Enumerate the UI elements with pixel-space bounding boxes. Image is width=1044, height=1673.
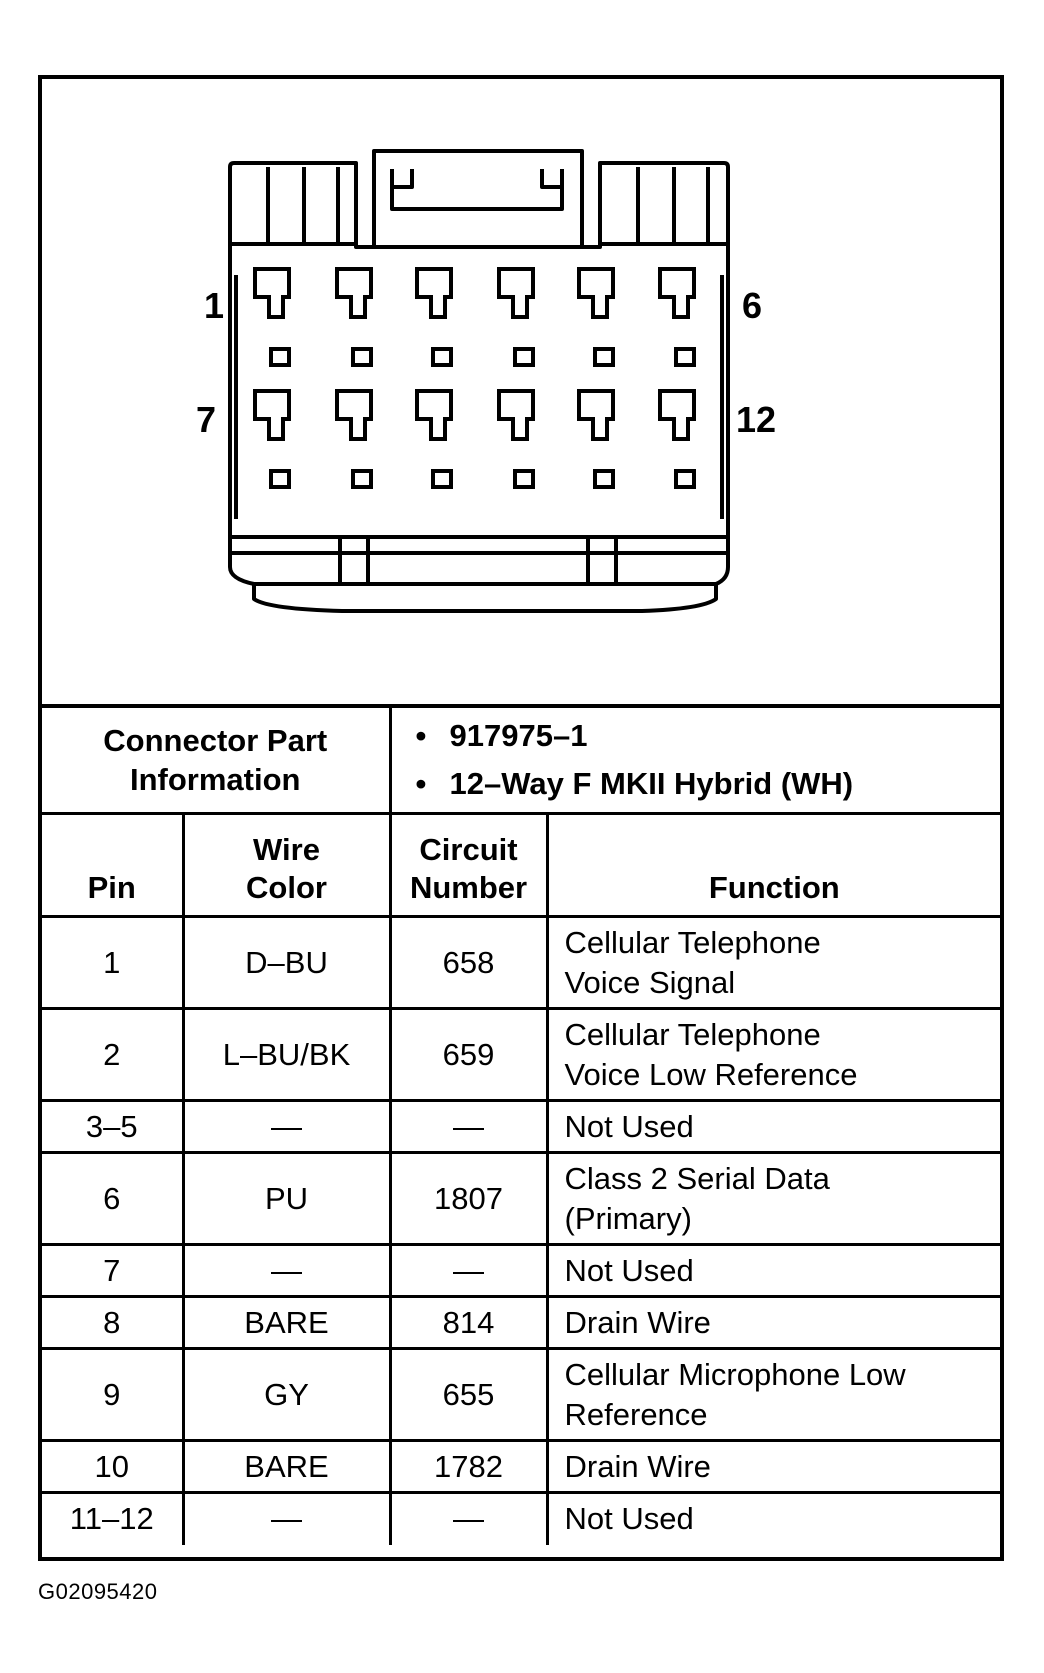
part-number: • 917975–1 — [450, 712, 1001, 760]
connector-frame — [38, 75, 1004, 1561]
terminal-cavity — [337, 391, 371, 439]
terminal-cavity — [660, 391, 694, 439]
wire-color-cell: PU — [183, 1153, 390, 1245]
terminal-cavity — [417, 269, 451, 317]
lock-window — [271, 349, 289, 365]
function-cell — [547, 917, 1000, 1009]
pin-column-header: Pin — [42, 814, 183, 917]
table-row — [42, 1245, 1000, 1297]
circuit-number-column-header: Circuit Number — [390, 814, 547, 917]
table-row — [42, 1441, 1000, 1493]
function-line: Drain Wire — [564, 1448, 711, 1484]
function-cell — [547, 1153, 1000, 1245]
circuit-number-cell: 659 — [390, 1009, 547, 1101]
wire-color-column-header: Wire Color — [183, 814, 390, 917]
wire-color-cell: L–BU/BK — [183, 1009, 390, 1101]
function-cell — [547, 1009, 1000, 1101]
table-row — [42, 1297, 1000, 1349]
circuit-number-cell: 1807 — [390, 1153, 547, 1245]
pin-cell: 9 — [42, 1349, 183, 1441]
part-info-row — [42, 706, 1000, 814]
table-row — [42, 1153, 1000, 1245]
wire-color-cell: BARE — [183, 1297, 390, 1349]
terminal-cavity — [255, 269, 289, 317]
function-line: Voice Low Reference — [564, 1056, 858, 1092]
table-row — [42, 917, 1000, 1009]
function-line: Drain Wire — [564, 1304, 711, 1340]
lock-window — [353, 349, 371, 365]
terminal-cavity — [337, 269, 371, 317]
lock-window — [676, 471, 694, 487]
table-row — [42, 1009, 1000, 1101]
function-cell — [547, 1493, 1000, 1545]
terminal-cavity — [417, 391, 451, 439]
connector-diagram — [42, 79, 1000, 704]
function-line: Class 2 Serial Data — [564, 1160, 830, 1196]
function-cell — [547, 1349, 1000, 1441]
figure-id: G02095420 — [38, 1579, 158, 1604]
pin-cell: 6 — [42, 1153, 183, 1245]
pin-label-7: 7 — [196, 399, 217, 440]
pin-cell: 2 — [42, 1009, 183, 1101]
wire-color-cell: — — [183, 1101, 390, 1153]
function-line: Voice Signal — [564, 964, 736, 1000]
pin-label-12: 12 — [736, 399, 777, 440]
function-line: Cellular Microphone Low — [564, 1356, 906, 1392]
part-info-values — [390, 706, 1000, 814]
circuit-number-cell: 1782 — [390, 1441, 547, 1493]
connector-description: • 12–Way F MKII Hybrid (WH) — [450, 760, 1001, 808]
terminal-cavity — [499, 391, 533, 439]
table-row — [42, 1101, 1000, 1153]
lock-window — [595, 349, 613, 365]
lock-window — [271, 471, 289, 487]
terminal-cavity — [255, 391, 289, 439]
function-line: Reference — [564, 1396, 708, 1432]
terminal-cavity — [579, 269, 613, 317]
circuit-number-cell: — — [390, 1101, 547, 1153]
terminal-cavity — [660, 269, 694, 317]
pin-cell: 11–12 — [42, 1493, 183, 1545]
connector-face-drawing — [42, 79, 1000, 704]
function-cell — [547, 1297, 1000, 1349]
table-row — [42, 1349, 1000, 1441]
lock-window — [433, 471, 451, 487]
circuit-number-cell: — — [390, 1493, 547, 1545]
lock-window — [353, 471, 371, 487]
circuit-number-cell: 655 — [390, 1349, 547, 1441]
part-info-header-line-1: Connector Part — [103, 723, 328, 758]
terminal-cavity — [579, 391, 613, 439]
column-header-row — [42, 814, 1000, 917]
lock-window — [515, 471, 533, 487]
pin-label-1: 1 — [204, 285, 225, 326]
lock-window — [515, 349, 533, 365]
function-line: Not Used — [564, 1501, 694, 1537]
function-column-header: Function — [547, 814, 1000, 917]
wire-color-cell: D–BU — [183, 917, 390, 1009]
pin-cell: 3–5 — [42, 1101, 183, 1153]
circuit-number-cell: 658 — [390, 917, 547, 1009]
wire-color-cell: BARE — [183, 1441, 390, 1493]
wire-color-cell: — — [183, 1245, 390, 1297]
function-cell — [547, 1245, 1000, 1297]
function-cell — [547, 1441, 1000, 1493]
part-info-header-line-2: Information — [130, 762, 301, 797]
circuit-number-cell: 814 — [390, 1297, 547, 1349]
table-row — [42, 1493, 1000, 1545]
function-line: Cellular Telephone — [564, 1016, 821, 1052]
connector-table — [42, 704, 1000, 1545]
lock-window — [433, 349, 451, 365]
pin-label-6: 6 — [742, 285, 763, 326]
function-line: Cellular Telephone — [564, 924, 821, 960]
lock-window — [595, 471, 613, 487]
function-line: Not Used — [564, 1108, 694, 1144]
part-info-header — [42, 706, 390, 814]
wire-color-cell: — — [183, 1493, 390, 1545]
pin-cell: 7 — [42, 1245, 183, 1297]
pin-cell: 10 — [42, 1441, 183, 1493]
circuit-number-cell: — — [390, 1245, 547, 1297]
wire-color-cell: GY — [183, 1349, 390, 1441]
pin-cell: 8 — [42, 1297, 183, 1349]
lock-window — [676, 349, 694, 365]
function-line: Not Used — [564, 1252, 694, 1288]
terminal-cavity — [499, 269, 533, 317]
function-cell — [547, 1101, 1000, 1153]
function-line: (Primary) — [564, 1200, 692, 1236]
pin-cell: 1 — [42, 917, 183, 1009]
